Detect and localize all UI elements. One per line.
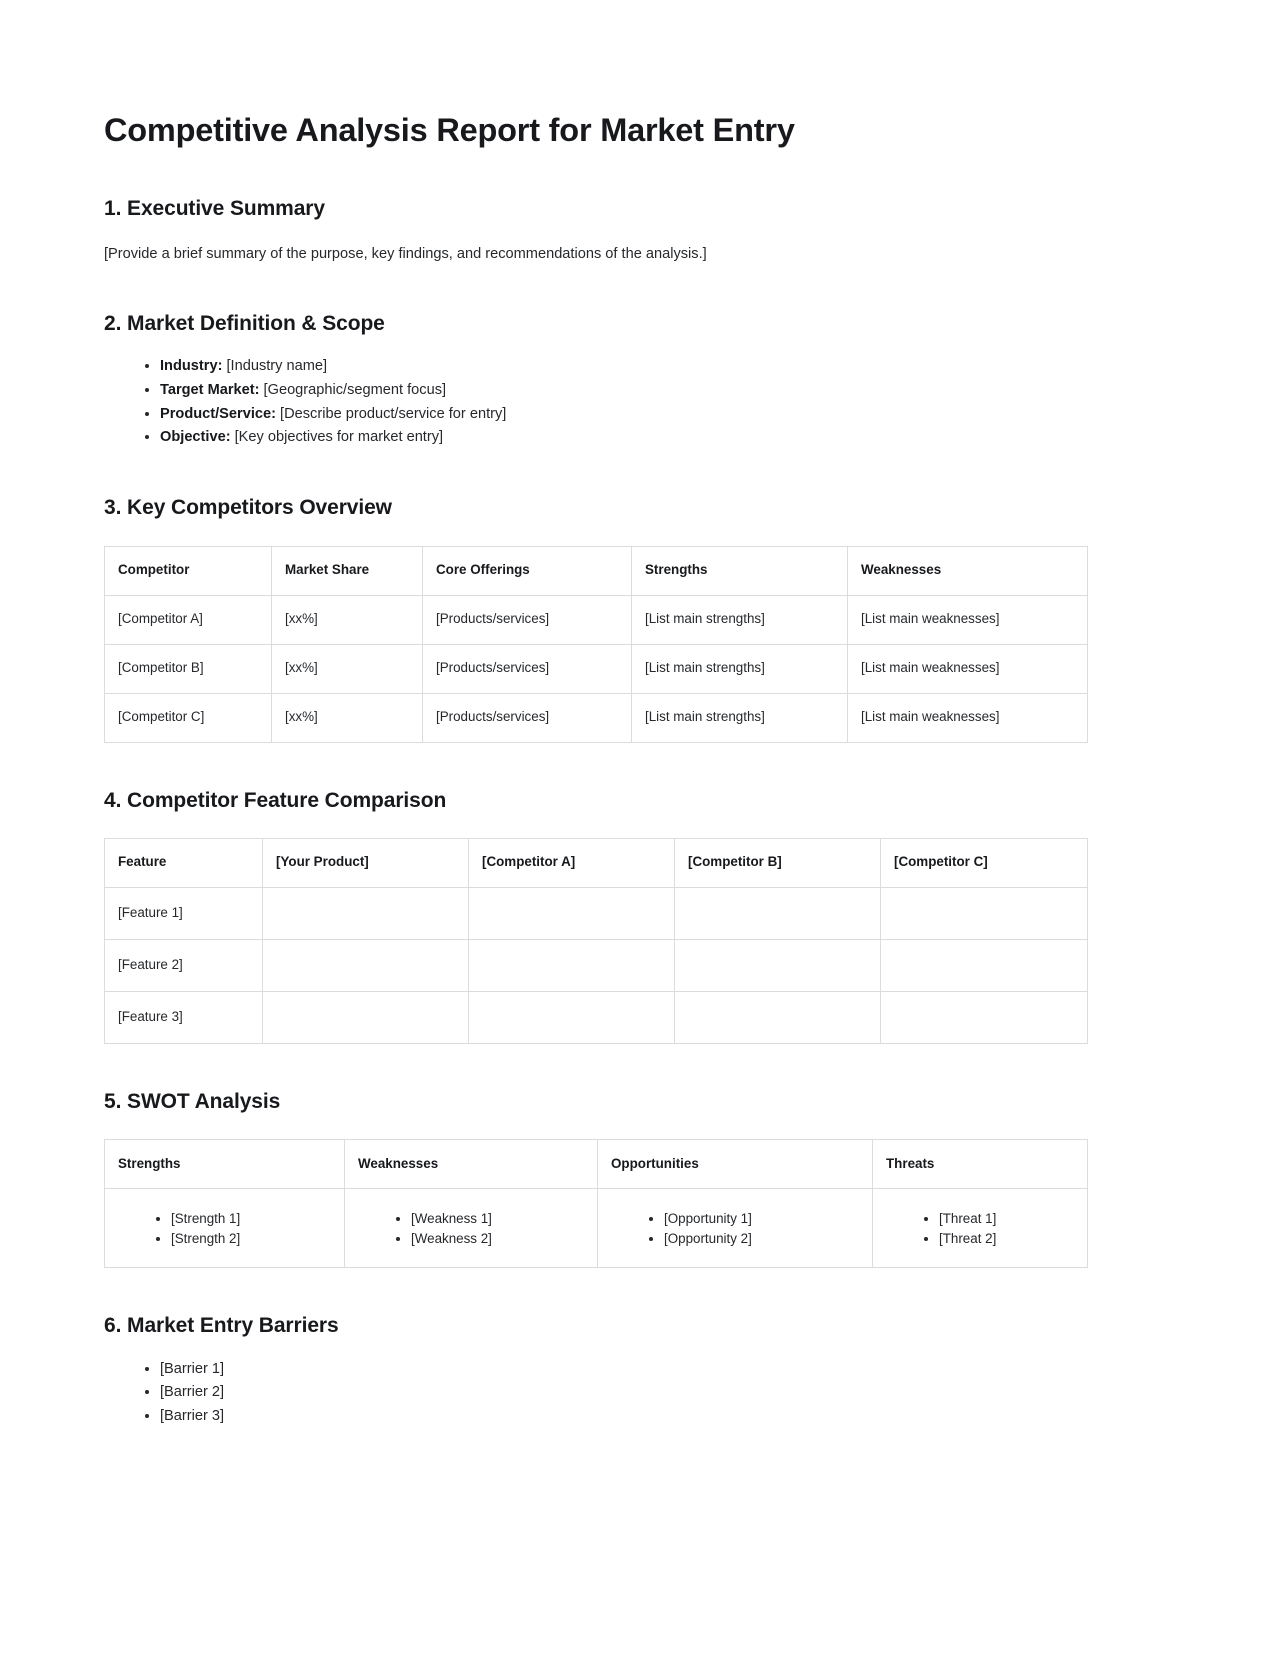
table-cell: [List main weaknesses] [848, 595, 1088, 644]
list-item: • [Barrier 2] [160, 1381, 1083, 1405]
swot-weaknesses-list [353, 1209, 589, 1249]
table-cell: [List main strengths] [632, 595, 848, 644]
column-header-feature: Feature [105, 838, 263, 887]
list-item: • [Opportunity 2] [664, 1229, 864, 1249]
table-cell: [xx%] [272, 595, 423, 644]
table-cell-opportunities [598, 1189, 873, 1268]
column-header-competitor-a: [Competitor A] [469, 838, 675, 887]
market-entry-barriers-list [104, 1358, 1083, 1429]
table-cell: [Products/services] [423, 693, 632, 742]
list-item [160, 355, 1083, 379]
list-item [160, 426, 1083, 450]
table-row [105, 595, 1088, 644]
list-item-label: Product/Service: [160, 405, 276, 422]
table-row [105, 1189, 1088, 1268]
list-item: • [Opportunity 1] [664, 1209, 864, 1229]
table-header-row [105, 546, 1088, 595]
heading-market-entry-barriers: 6. Market Entry Barriers [104, 1314, 339, 1338]
executive-summary-paragraph: [Provide a brief summary of the purpose, key findings, and recommendations of the analysis.] [104, 245, 707, 262]
column-header-opportunities: Opportunities [598, 1140, 873, 1189]
table-cell [469, 887, 675, 939]
heading-swot-analysis: 5. SWOT Analysis [104, 1089, 281, 1113]
list-item: • [Weakness 2] [411, 1229, 589, 1249]
table-cell: [Competitor B] [105, 644, 272, 693]
list-item-value: [Industry name] [226, 358, 328, 375]
list-item [160, 379, 1083, 403]
table-row [105, 887, 1088, 939]
swot-threats-list [881, 1209, 1079, 1249]
list-item: • [Weakness 1] [411, 1209, 589, 1229]
table-row [105, 939, 1088, 991]
table-cell: [Feature 3] [105, 991, 263, 1043]
column-header-weaknesses: Weaknesses [345, 1140, 598, 1189]
table-row [105, 693, 1088, 742]
table-cell: [Feature 2] [105, 939, 263, 991]
table-cell [675, 991, 881, 1043]
list-item: • [Barrier 1] [160, 1358, 1083, 1382]
list-item-value: [Geographic/segment focus] [263, 381, 447, 398]
list-item [160, 403, 1083, 427]
table-cell: [Products/services] [423, 595, 632, 644]
table-cell [263, 991, 469, 1043]
table-row [105, 644, 1088, 693]
table-cell [469, 939, 675, 991]
heading-market-definition: 2. Market Definition & Scope [104, 311, 385, 335]
table-cell [675, 939, 881, 991]
list-item: • [Threat 2] [939, 1229, 1079, 1249]
table-cell: [xx%] [272, 693, 423, 742]
table-cell [881, 887, 1088, 939]
heading-executive-summary: 1. Executive Summary [104, 196, 325, 220]
list-item: • [Strength 2] [171, 1229, 336, 1249]
feature-comparison-table [104, 838, 1088, 1044]
swot-table [104, 1139, 1088, 1268]
table-header-row [105, 1140, 1088, 1189]
table-cell [881, 939, 1088, 991]
table-cell-threats [873, 1189, 1088, 1268]
table-header-row [105, 838, 1088, 887]
swot-strengths-list [113, 1209, 336, 1249]
table-row [105, 991, 1088, 1043]
table-cell-weaknesses [345, 1189, 598, 1268]
column-header-market-share: Market Share [272, 546, 423, 595]
list-item-value: [Key objectives for market entry] [234, 429, 444, 446]
bottom-spacer [104, 1429, 1083, 1431]
heading-feature-comparison: 4. Competitor Feature Comparison [104, 788, 447, 812]
list-item-value: [Describe product/service for entry] [280, 405, 507, 422]
table-cell [469, 991, 675, 1043]
table-cell: [List main weaknesses] [848, 693, 1088, 742]
list-item-label: Industry: [160, 358, 223, 375]
swot-opportunities-list [606, 1209, 864, 1249]
table-cell-strengths [105, 1189, 345, 1268]
heading-key-competitors: 3. Key Competitors Overview [104, 496, 392, 520]
table-cell: [Products/services] [423, 644, 632, 693]
table-cell: [Feature 1] [105, 887, 263, 939]
key-competitors-table [104, 546, 1088, 743]
table-cell: [Competitor C] [105, 693, 272, 742]
column-header-strengths: Strengths [632, 546, 848, 595]
column-header-strengths: Strengths [105, 1140, 345, 1189]
list-item: • [Threat 1] [939, 1209, 1079, 1229]
list-item-label: Target Market: [160, 381, 260, 398]
table-cell [881, 991, 1088, 1043]
table-cell [263, 939, 469, 991]
table-cell: [List main strengths] [632, 693, 848, 742]
table-cell: [Competitor A] [105, 595, 272, 644]
column-header-weaknesses: Weaknesses [848, 546, 1088, 595]
list-item-label: Objective: [160, 429, 231, 446]
list-item: • [Barrier 3] [160, 1405, 1083, 1429]
table-cell: [xx%] [272, 644, 423, 693]
column-header-competitor-c: [Competitor C] [881, 838, 1088, 887]
list-item: • [Strength 1] [171, 1209, 336, 1229]
table-cell [263, 887, 469, 939]
column-header-competitor-b: [Competitor B] [675, 838, 881, 887]
table-cell: [List main weaknesses] [848, 644, 1088, 693]
market-definition-list [104, 355, 1083, 450]
page-title: Competitive Analysis Report for Market Entry [104, 112, 795, 148]
column-header-your-product: [Your Product] [263, 838, 469, 887]
column-header-threats: Threats [873, 1140, 1088, 1189]
table-cell [675, 887, 881, 939]
table-cell: [List main strengths] [632, 644, 848, 693]
column-header-core-offerings: Core Offerings [423, 546, 632, 595]
column-header-competitor: Competitor [105, 546, 272, 595]
